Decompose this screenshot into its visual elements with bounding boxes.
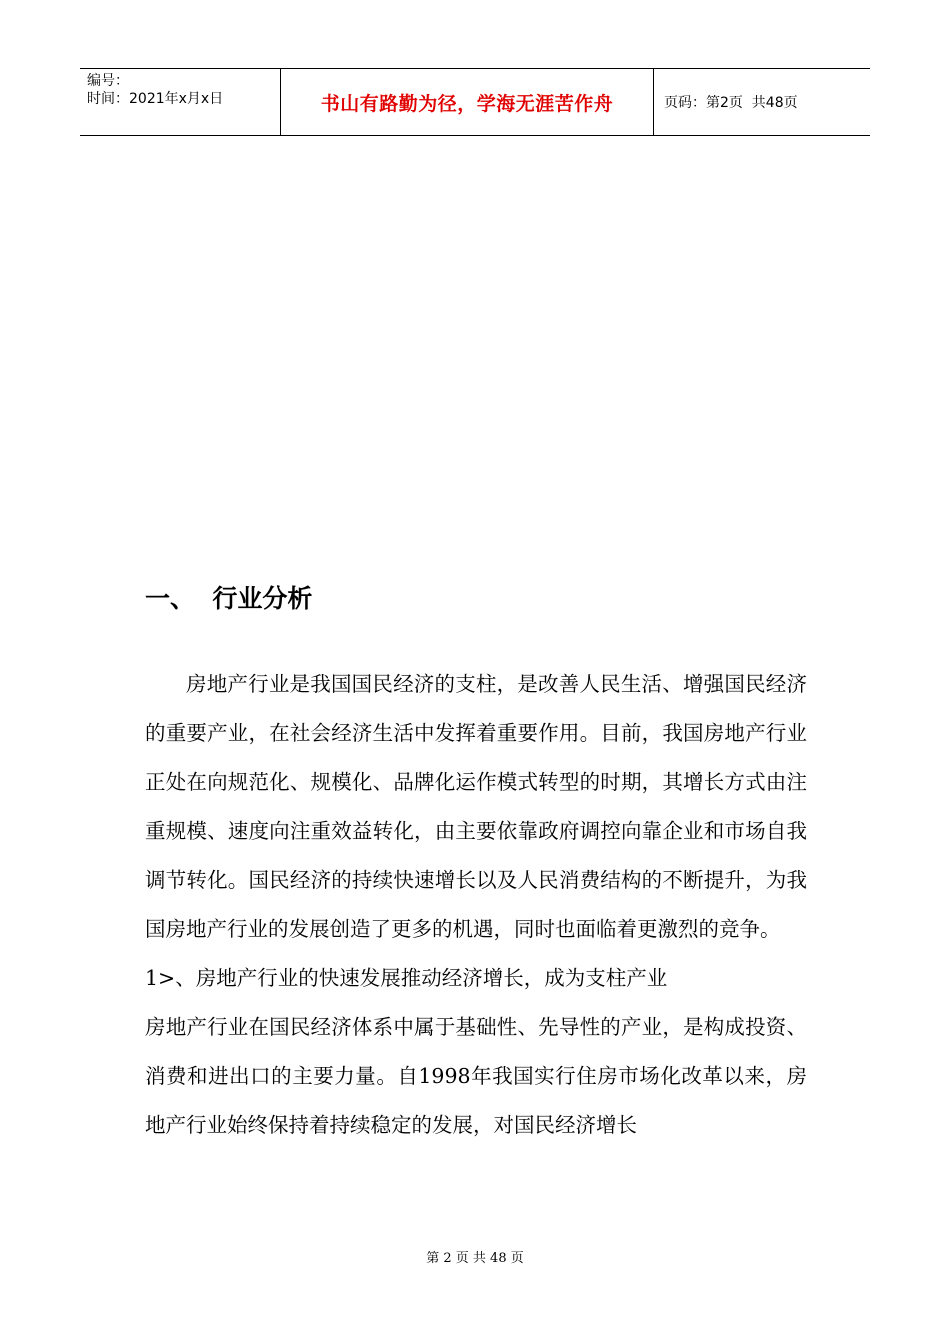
header-meta-cell [80,69,281,135]
section-heading: 一、 行业分析 [145,584,313,613]
page-header [80,68,870,136]
body-paragraph-intro: 房地产行业是我国国民经济的支柱，是改善人民生活、增强国民经济的重要产业，在社会经济生活中发挥着重要作用。目前，我国房地产行业正处在向规范化、规模化、品牌化运作模式转型的时期，其增长方式由注重规模、速度向注重效益转化，由主要依靠政府调控向靠企业和市场自我调节转化。国民经济的持续快速增长以及人民消费结构的不断提升，为我国房地产行业的发展创造了更多的机遇，同时也面临着更激烈的竞争。 [145,672,807,941]
document-time-label: 时间：2021年x月x日 [87,91,224,107]
body-paragraph: 房地产行业在国民经济体系中属于基础性、先导性的产业，是构成投资、消费和进出口的主要力量。自1998年我国实行住房市场化改革以来，房地产行业始终保持着持续稳定的发展，对国民经济增长 [145,1015,807,1137]
document-number-label: 编号： [87,73,129,89]
header-motto: 书山有路勤为径，学海无涯苦作舟 [320,92,614,115]
document-body [145,660,807,1150]
header-page-cell [654,69,870,135]
header-motto-cell [281,69,654,135]
subsection-heading: 1>、房地产行业的快速发展推动经济增长，成为支柱产业 [145,966,668,990]
header-page-info: 页码：第2页 共48页 [664,95,798,111]
page-footer: 第 2 页 共 48 页 [426,1251,524,1266]
